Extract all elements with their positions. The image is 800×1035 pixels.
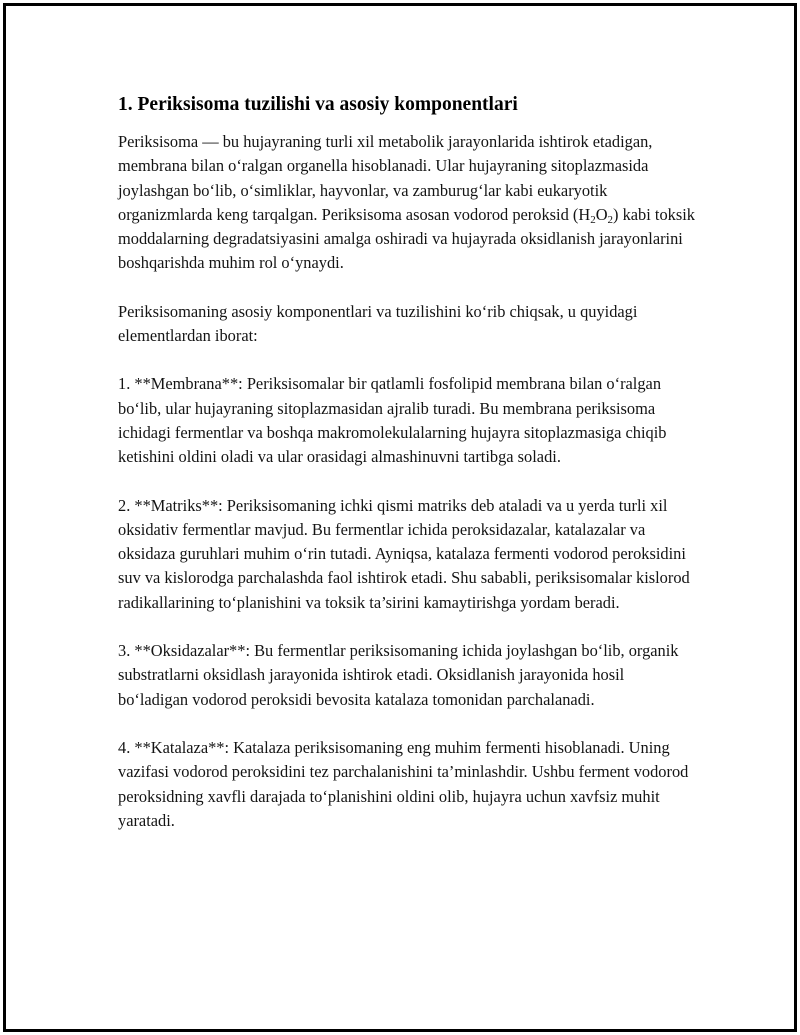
list-item-matriks: 2. **Matriks**: Periksisomaning ichki qismi matriks deb ataladi va u yerda turli xil oksidativ fermentlar mavjud. Bu fermentlar ichida peroksidazalar, katalazalar va oksidaza guruhlari muhim o‘rin tutadi. Ayniqsa, katalaza fermenti vodorod peroksidini suv va kislorodga parchalashda faol ishtirok etadi. Shu sababli, periksisomalar kislorod radikallarining to‘planishini va toksik ta’sirini kamaytirishga yordam beradi. bbox=[118, 495, 690, 612]
section-heading: 1. Periksisoma tuzilishi va asosiy komponentlari bbox=[118, 94, 518, 115]
list-item-membrana: 1. **Membrana**: Periksisomalar bir qatlamli fosfolipid membrana bilan o‘ralgan bo‘lib, ular hujayraning sitoplazmasidan ajralib turadi. Bu membrana periksisoma ichidagi fermentlar va boshqa makromolekulalarning hujayra sitoplazmasiga chiqib ketishini oldini oladi va ular orasidagi almashinuvni tartibga soladi. bbox=[118, 374, 667, 467]
formula-hydrogen: H bbox=[578, 204, 591, 224]
document-body bbox=[118, 90, 698, 857]
chemical-formula bbox=[578, 205, 613, 224]
intro-text-after-formula: ) kabi toksik moddalarning degradatsiyasini amalga oshiradi va hujayrada oksidlanish jarayonlarini boshqarishda muhim rol o‘ynaydi. bbox=[118, 204, 695, 273]
formula-hydrogen-subscript: 2 bbox=[590, 213, 596, 226]
list-item-oksidazalar: 3. **Oksidazalar**: Bu fermentlar periksisomaning ichida joylashgan bo‘lib, organik substratlarni oksidlash jarayonida ishtirok etadi. Oksidlanish jarayonida hosil bo‘ladigan vodorod peroksidi bevosita katalaza tomonidan parchalanadi. bbox=[118, 641, 679, 709]
intro-paragraph bbox=[118, 130, 698, 276]
formula-oxygen: O bbox=[595, 204, 608, 224]
lead-in-paragraph: Periksisomaning asosiy komponentlari va tuzilishini ko‘rib chiqsak, u quyidagi elementlardan iborat: bbox=[118, 301, 638, 346]
formula-oxygen-subscript: 2 bbox=[607, 213, 614, 226]
intro-text-before-formula: Periksisoma — bu hujayraning turli xil metabolik jarayonlarida ishtirok etadigan, membrana bilan o‘ralgan organella hisoblanadi. Ular hujayraning sitoplazmasida joylashgan bo‘lib, o‘simliklar, hayvonlar, va zamburug‘lar kabi eukaryotik organizmlarda keng tarqalgan. Periksisoma asosan vodorod peroksid ( bbox=[118, 132, 653, 224]
list-item-katalaza: 4. **Katalaza**: Katalaza periksisomaning eng muhim fermenti hisoblanadi. Uning vazifasi vodorod peroksidini tez parchalanishini ta’minlashdir. Ushbu ferment vodorod peroksidning xavfli darajada to‘planishini oldini olib, hujayra uchun xavfsiz muhit yaratadi. bbox=[118, 737, 689, 830]
